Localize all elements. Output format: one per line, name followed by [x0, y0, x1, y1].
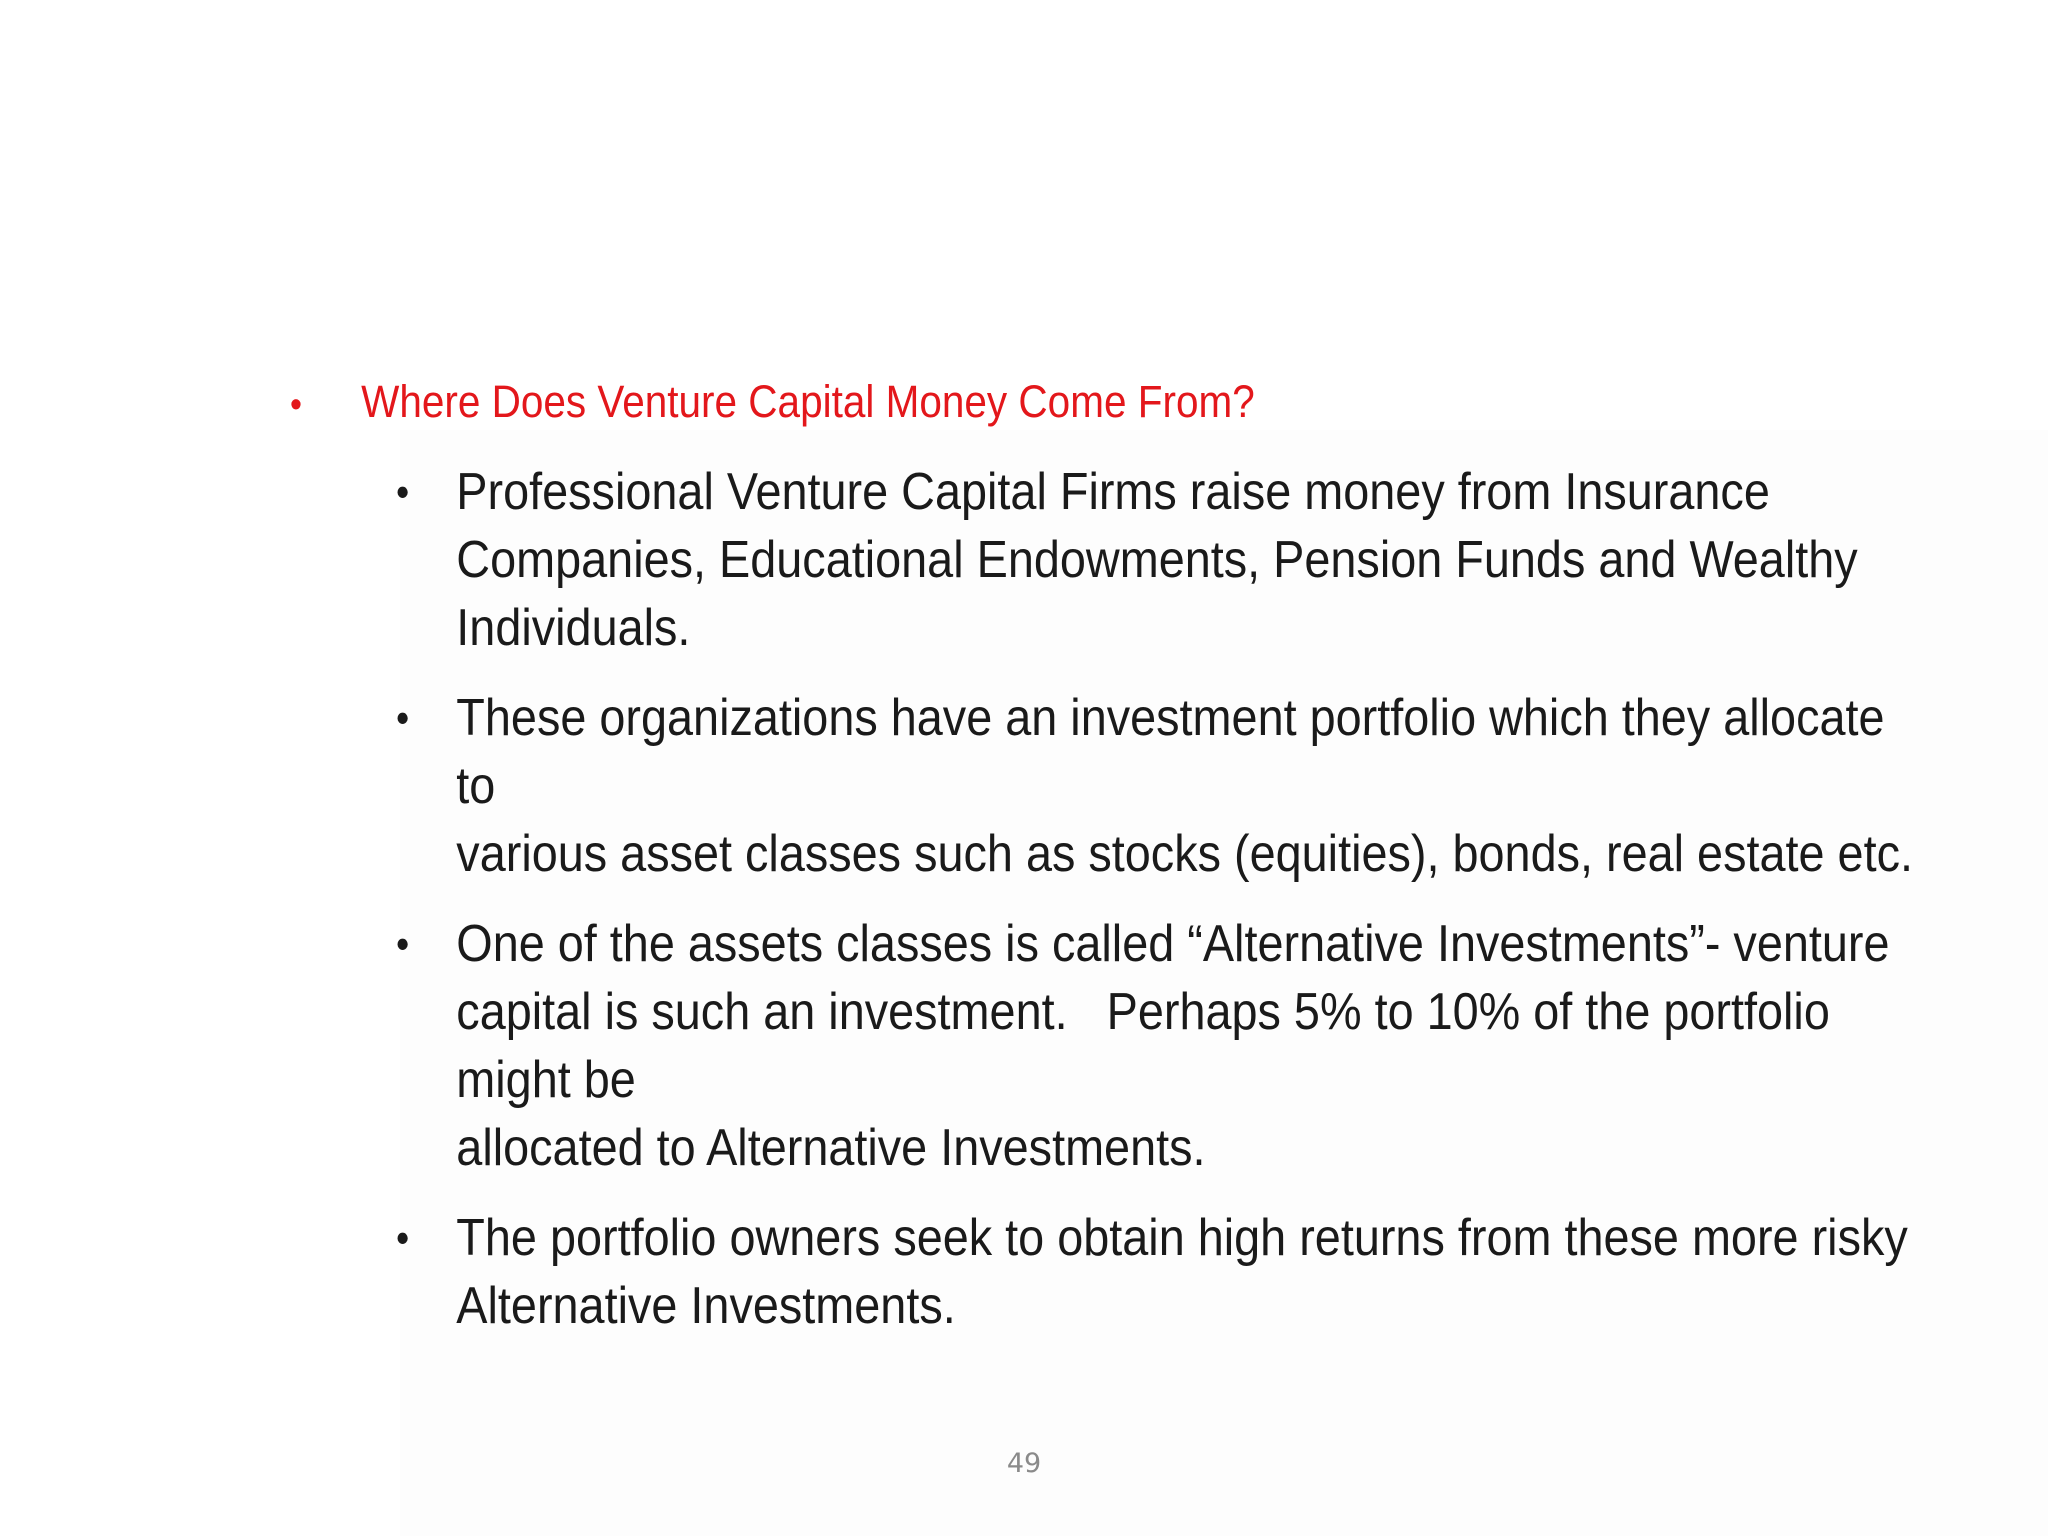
bullet-glyph: • [396, 920, 410, 967]
list-item-text: One of the assets classes is called “Alternative Investments”- venture capital is such an investment. Perhaps 5% to 10% of the portfolio might be allocated to Alternative Investments. [456, 915, 1890, 1177]
bullet-list [396, 458, 1926, 1362]
heading-bullet-row [290, 376, 1255, 431]
list-item-text: The portfolio owners seek to obtain high returns from these more risky Alternative Investments. [456, 1209, 1908, 1335]
bullet-glyph: • [396, 694, 410, 741]
heading-bullet-glyph: • [290, 384, 302, 426]
bullet-glyph: • [396, 468, 410, 515]
list-item-text: These organizations have an investment portfolio which they allocate to various asset classes such as stocks (equities), bonds, real estate etc. [456, 689, 1913, 883]
page-number: 49 [1006, 1448, 1042, 1479]
list-item [396, 910, 1926, 1182]
list-item-text: Professional Venture Capital Firms raise money from Insurance Companies, Educational Endowments, Pension Funds and Wealthy Individuals. [456, 463, 1858, 657]
list-item [396, 458, 1926, 662]
list-item [396, 1204, 1926, 1340]
list-item [396, 684, 1926, 888]
bullet-glyph: • [396, 1214, 410, 1261]
slide-heading: Where Does Venture Capital Money Come From? [361, 376, 1255, 427]
